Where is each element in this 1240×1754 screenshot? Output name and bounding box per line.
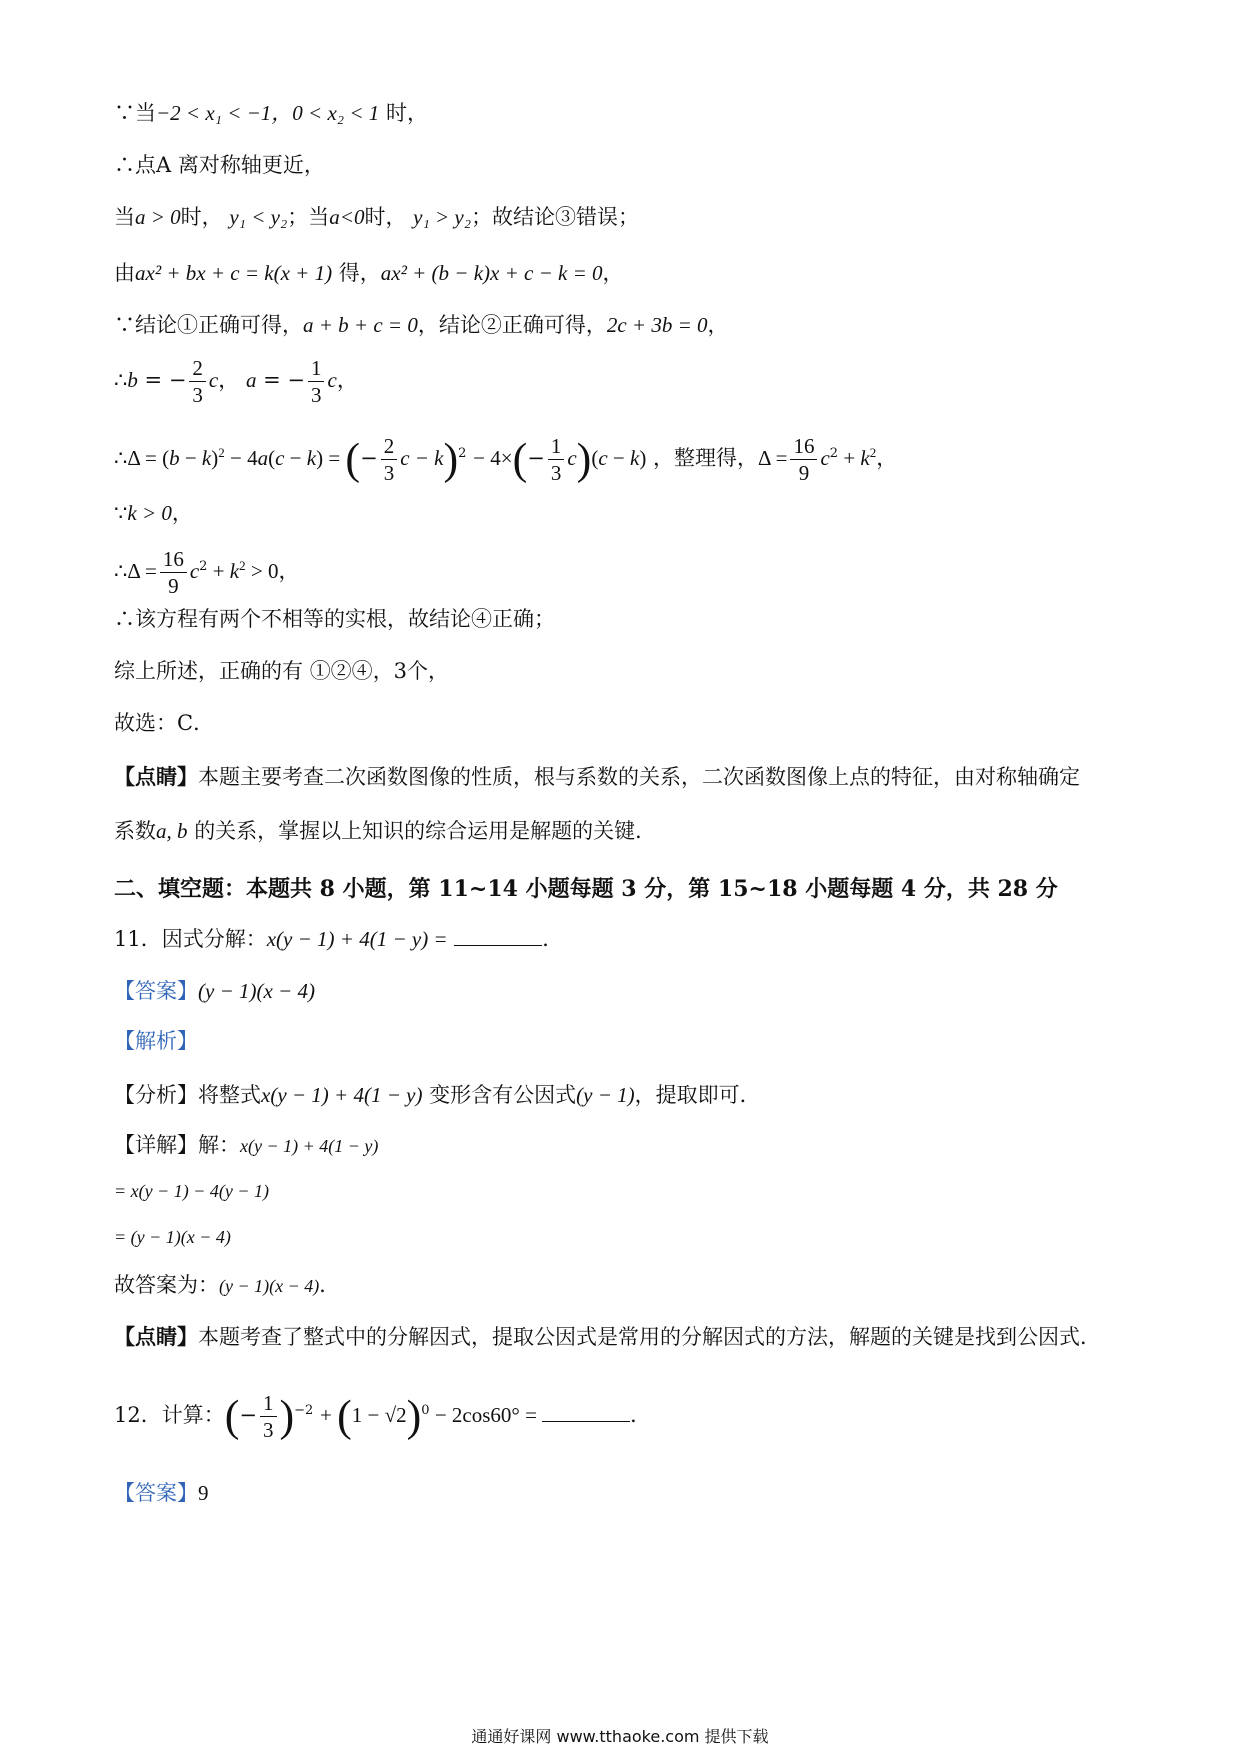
line-k-positive: ∵k > 0， <box>114 501 193 525</box>
line-choice: 故选：C． <box>114 711 215 735</box>
fraction-1-3: $\frac{1}{3}$ <box>308 355 325 408</box>
step-1: = x(y − 1) − 4(y − 1) <box>114 1181 270 1201</box>
answer-blank <box>454 925 542 946</box>
line-summary: 综上所述，正确的有 ①②④，3个， <box>114 659 450 683</box>
line-conclusions-1-2: ∵结论①正确可得，a + b + c = 0，结论②正确可得，2c + 3b = 0， <box>114 313 729 337</box>
analysis-11: 【解析】 <box>114 1029 198 1053</box>
dianjing-11: 【点睛】本题考查了整式中的分解因式，提取公因式是常用的分解因式的方法，解题的关键是找到公因式． <box>114 1324 1101 1349</box>
fenxi-11: 【分析】将整式x(y − 1) + 4(1 − y) 变形含有公因式(y − 1)，提取即可． <box>114 1083 761 1107</box>
line-dianjing-1-cont: 系数a, b 的关系，掌握以上知识的综合运用是解题的关键． <box>114 819 657 843</box>
line-dianjing-1: 【点睛】本题主要考查二次函数图像的性质，根与系数的关系，二次函数图像上点的特征，由对称轴确定 <box>114 764 1080 789</box>
question-12: 12．计算：(− $\frac{1}{3}$ )$^{-2} + (1 - √2)^0 - 2\cos 60^\circ$ = ． <box>114 1391 652 1442</box>
answer-11: 【答案】(y − 1)(x − 4) <box>114 979 315 1003</box>
xiangjie-11: 【详解】解：x(y − 1) + 4(1 − y) <box>114 1133 379 1157</box>
answer-12: 【答案】9 <box>114 1481 209 1505</box>
final-answer-11: 故答案为：(y − 1)(x − 4)． <box>114 1273 341 1297</box>
answer-blank-12 <box>542 1401 630 1422</box>
line-b-a-values: ∴b = − $\frac{2}{3}$ c， a = − $\frac{1}{3}$ c， <box>114 356 358 407</box>
line-delta-positive: ∴Δ = $\frac{16}{9}$ $c^2 + k^2 > 0$， <box>114 547 300 598</box>
fraction-2-3: $\frac{2}{3}$ <box>189 355 206 408</box>
line-conclusion-3: 当a > 0时， y₁ < y₂；当a<0时， y₁ > y₂；故结论③错误； <box>114 205 640 229</box>
line-condition: ∵当−2 < x₁ < −1，0 < x₂ < 1 时， <box>114 101 428 125</box>
step-2: = (y − 1)(x − 4) <box>114 1227 231 1247</box>
section-heading: 二、填空题：本题共 8 小题，第 11~14 小题每题 3 分，第 15~18 小题每题 4 分，共 28 分 <box>114 876 1058 902</box>
line-equation: 由ax² + bx + c = k(x + 1) 得，ax² + (b − k)x + c − k = 0， <box>114 261 624 285</box>
question-11: 11．因式分解：x(y − 1) + 4(1 − y) = ． <box>114 927 564 951</box>
line-discriminant: ∴Δ = $(b - k)^2 - 4a(c - k)$ = (− $\frac{2}{3}$ c − k)$^2$ − 4×(− $\frac{1}{3}$ c)(c − k) ，整理得，Δ = $\frac{16}{9}$ $c^2 + k^2$， <box>114 434 898 485</box>
line-two-roots: ∴该方程有两个不相等的实根，故结论④正确； <box>114 607 555 631</box>
footer-text: 通通好课网 www.tthaoke.com 提供下载 <box>471 1727 769 1746</box>
line-point-a: ∴点A 离对称轴更近， <box>114 153 325 177</box>
